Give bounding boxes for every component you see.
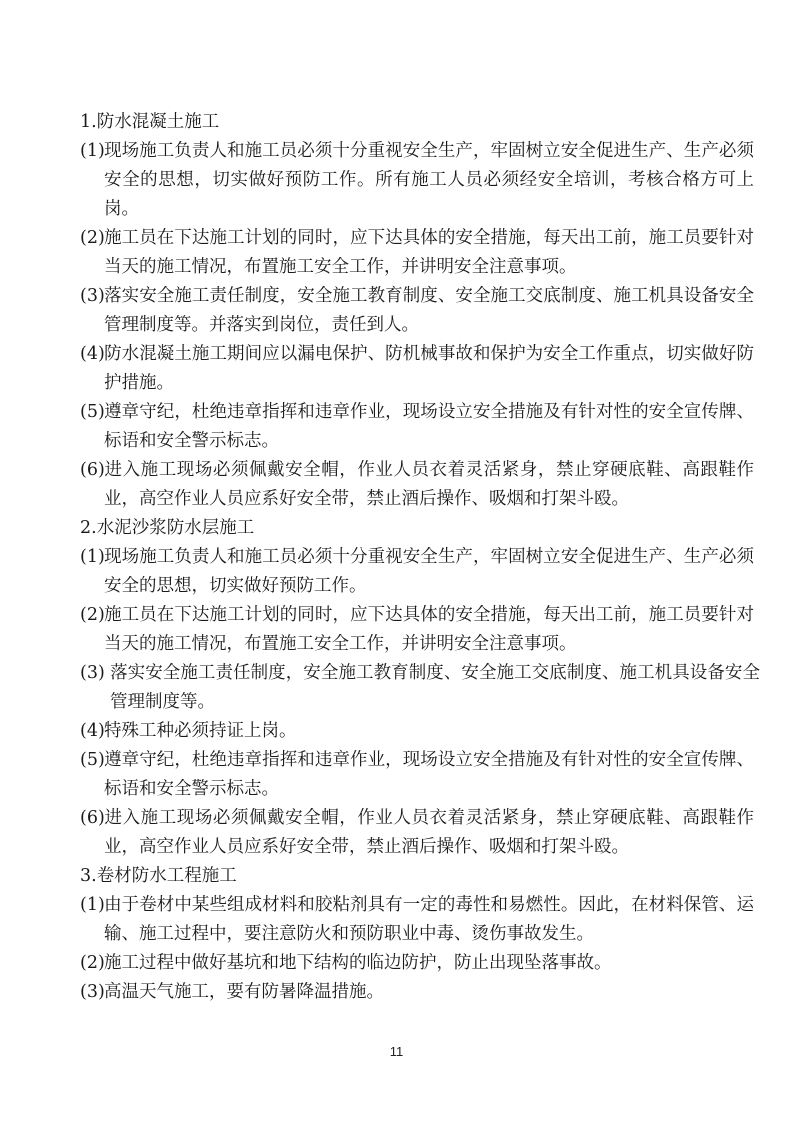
section-heading: 2.水泥沙浆防水层施工 [80, 518, 255, 538]
item-text: 高温天气施工，要有防暑降温措施。 [104, 982, 384, 1002]
page-number: 11 [389, 1044, 404, 1059]
item-marker: (6) [80, 808, 105, 828]
item-text: 由于卷材中某些组成材料和胶粘剂具有一定的毒性和易燃性。因此，在材料保管、运输、施工过程中，要注意防火和预防职业中毒、烫伤事故发生。 [104, 895, 754, 944]
list-item [80, 804, 754, 862]
item-text: 落实安全施工责任制度，安全施工教育制度、安全施工交底制度、施工机具设备安全管理制度等。 [110, 663, 760, 712]
item-text: 现场施工负责人和施工员必须十分重视安全生产，牢固树立安全促进生产、生产必须安全的思想，切实做好预防工作。 [104, 547, 754, 596]
item-text: 进入施工现场必须佩戴安全帽，作业人员衣着灵活紧身，禁止穿硬底鞋、高跟鞋作业，高空作业人员应系好安全带，禁止酒后操作、吸烟和打架斗殴。 [104, 808, 754, 857]
item-marker: (3) [80, 982, 105, 1002]
item-text: 防水混凝土施工期间应以漏电保护、防机械事故和保护为安全工作重点，切实做好防护措施。 [104, 344, 754, 393]
list-item [80, 340, 754, 398]
item-text: 施工员在下达施工计划的同时，应下达具体的安全措施，每天出工前，施工员要针对当天的施工情况，布置施工安全工作，并讲明安全注意事项。 [104, 605, 754, 654]
item-marker: (4) [80, 721, 105, 741]
item-marker: (1) [80, 547, 105, 567]
document-body [0, 108, 793, 1007]
item-text: 施工员在下达施工计划的同时，应下达具体的安全措施，每天出工前，施工员要针对当天的施工情况，布置施工安全工作，并讲明安全注意事项。 [104, 228, 754, 277]
list-item [80, 398, 754, 456]
item-marker: (1) [80, 895, 105, 915]
list-item [80, 543, 754, 601]
item-marker: (3) [80, 286, 105, 306]
item-text: 进入施工现场必须佩戴安全帽，作业人员衣着灵活紧身，禁止穿硬底鞋、高跟鞋作业，高空作业人员应系好安全带，禁止酒后操作、吸烟和打架斗殴。 [104, 460, 754, 509]
item-marker: (2) [80, 605, 105, 625]
item-text: 现场施工负责人和施工员必须十分重视安全生产，牢固树立安全促进生产、生产必须安全的思想，切实做好预防工作。所有施工人员必须经安全培训，考核合格方可上岗。 [104, 141, 754, 219]
item-marker: (5) [80, 750, 105, 770]
item-text: 落实安全施工责任制度，安全施工教育制度、安全施工交底制度、施工机具设备安全管理制度等。并落实到岗位，责任到人。 [104, 286, 754, 335]
item-text: 特殊工种必须持证上岗。 [104, 721, 297, 741]
list-item [80, 978, 754, 1007]
item-marker: (1) [80, 141, 105, 161]
section-heading: 1.防水混凝土施工 [80, 112, 220, 132]
item-marker: (5) [80, 402, 105, 422]
list-item [80, 137, 754, 224]
list-item [80, 601, 754, 659]
item-marker: (2) [80, 228, 105, 248]
list-item [80, 717, 754, 746]
list-item [80, 949, 754, 978]
item-text: 遵章守纪，杜绝违章指挥和违章作业，现场设立安全措施及有针对性的安全宣传牌、标语和安全警示标志。 [104, 402, 754, 451]
section-heading: 3.卷材防水工程施工 [80, 866, 237, 886]
list-item [80, 659, 760, 717]
item-text: 施工过程中做好基坑和地下结构的临边防护，防止出现坠落事故。 [104, 953, 612, 973]
list-item [80, 224, 754, 282]
item-marker: (2) [80, 953, 105, 973]
list-item [80, 746, 754, 804]
item-marker: (6) [80, 460, 105, 480]
item-text: 遵章守纪，杜绝违章指挥和违章作业，现场设立安全措施及有针对性的安全宣传牌、标语和安全警示标志。 [104, 750, 754, 799]
item-marker: (3) [80, 663, 105, 683]
list-item [80, 282, 754, 340]
list-item [80, 891, 754, 949]
item-marker: (4) [80, 344, 105, 364]
list-item [80, 456, 754, 514]
